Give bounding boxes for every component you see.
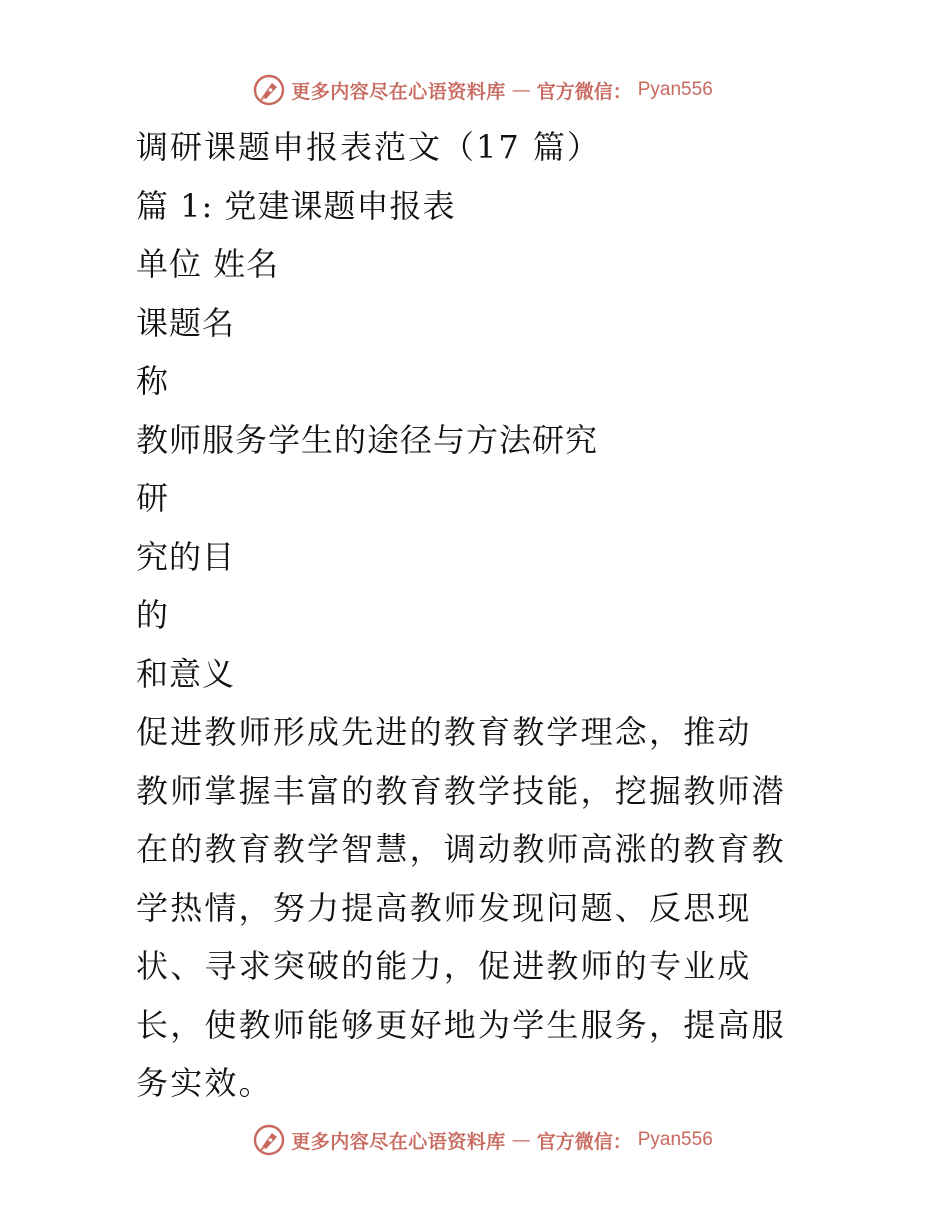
field-line: 教师服务学生的途径与方法研究 [136, 420, 599, 459]
document-body [136, 118, 836, 1113]
banner-text: 更多内容尽在心语资料库 [291, 80, 506, 103]
field-line: 研 [136, 479, 170, 517]
banner-official-label: 官方微信： [536, 80, 632, 103]
banner-text: 更多内容尽在心语资料库 [291, 1130, 506, 1153]
paragraph-line: 促进教师形成先进的教育教学理念，推动 [136, 713, 752, 751]
paragraph-line: 长，使教师能够更好地为学生服务，提高服 [136, 1005, 786, 1044]
paragraph-line: 学热情，努力提高教师发现问题、反思现 [136, 888, 752, 927]
banner-dash: — [511, 1129, 531, 1151]
footer-watermark-banner [0, 1120, 950, 1160]
document-title: 调研课题申报表范文（17 篇） [136, 128, 601, 166]
paragraph-line: 状、寻求突破的能力，促进教师的专业成 [136, 947, 752, 985]
banner-wechat-id: Pyan556 [637, 1129, 713, 1150]
header-watermark-banner [0, 70, 950, 110]
pen-nib-logo-icon [253, 1124, 285, 1156]
section-heading: 篇 1: 党建课题申报表 [136, 186, 456, 225]
banner-wechat-id: Pyan556 [637, 79, 713, 100]
field-line: 单位 姓名 [136, 245, 280, 283]
footer-banner-inner [253, 1124, 713, 1156]
field-line: 称 [136, 362, 170, 400]
banner-dash: — [511, 79, 531, 101]
paragraph-line: 务实效。 [136, 1064, 273, 1102]
banner-official-label: 官方微信： [536, 1130, 632, 1153]
pen-nib-logo-icon [253, 74, 285, 106]
field-line: 究的目 [136, 537, 236, 576]
field-line: 和意义 [136, 654, 236, 693]
paragraph-line: 教师掌握丰富的教育教学技能，挖掘教师潜 [136, 771, 786, 810]
field-line: 课题名 [136, 303, 236, 342]
header-banner-inner [253, 74, 713, 106]
purpose-paragraph [136, 703, 836, 1113]
field-line: 的 [136, 596, 170, 634]
paragraph-line: 在的教育教学智慧，调动教师高涨的教育教 [136, 830, 786, 868]
